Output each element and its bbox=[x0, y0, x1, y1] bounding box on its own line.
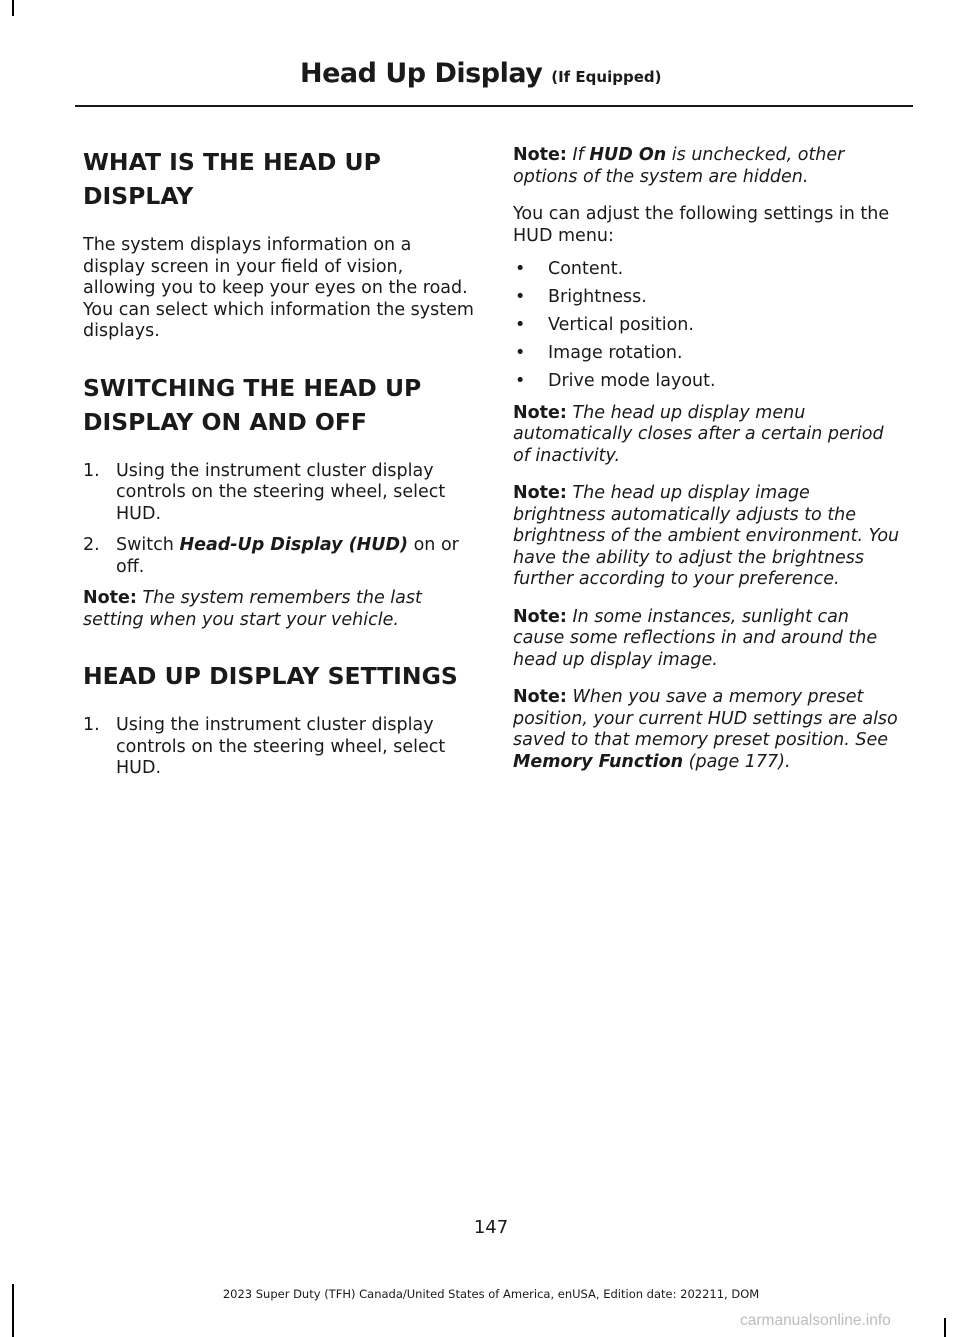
note-sunlight bbox=[513, 607, 905, 672]
note-text: In some instances, sunlight can cause some reflections in and around the head up display image. bbox=[513, 606, 878, 670]
note-label: Note: bbox=[513, 145, 567, 165]
list-item-text: Vertical position. bbox=[548, 315, 694, 335]
step-text: Using the instrument cluster display controls on the steering wheel, select HUD. bbox=[116, 460, 446, 524]
step-text-pre: Switch bbox=[116, 535, 174, 555]
crop-mark-top-left bbox=[12, 0, 14, 16]
note-label: Note: bbox=[513, 483, 567, 503]
bullet-icon: • bbox=[515, 259, 526, 279]
list-item-text: Content. bbox=[548, 259, 624, 279]
list-item bbox=[513, 315, 905, 337]
step-emphasis: Head-Up Display (HUD) bbox=[179, 535, 408, 555]
step-item bbox=[83, 535, 475, 578]
note-label: Note: bbox=[83, 588, 137, 608]
step-text: Using the instrument cluster display controls on the steering wheel, select HUD. bbox=[116, 715, 446, 778]
bullet-icon: • bbox=[515, 371, 526, 391]
paragraph-intro: The system displays information on a display screen in your field of vision, allowing you to keep your eyes on the road. You can select which information the system displays. bbox=[83, 235, 474, 341]
step-number: 1. bbox=[83, 715, 100, 735]
bullet-icon: • bbox=[515, 343, 526, 363]
section-heading-what-is: WHAT IS THE HEAD UP DISPLAY bbox=[83, 148, 381, 210]
footer-text: 2023 Super Duty (TFH) Canada/United States of America, enUSA, Edition date: 202211, DOM bbox=[222, 1287, 760, 1301]
step-text-post: on or off. bbox=[116, 535, 459, 577]
paragraph-settings-intro: You can adjust the following settings in the HUD menu: bbox=[513, 204, 890, 246]
note-label: Note: bbox=[513, 687, 567, 707]
note-text: The system remembers the last setting when you start your vehicle. bbox=[83, 588, 422, 630]
page-number: 147 bbox=[473, 1217, 509, 1238]
steps-switching bbox=[83, 461, 475, 579]
page-reference: (page 177). bbox=[688, 751, 791, 772]
crop-mark-bottom-right bbox=[944, 1318, 946, 1337]
note-emphasis: HUD On bbox=[589, 145, 667, 165]
left-column bbox=[83, 145, 475, 790]
list-item-text: Drive mode layout. bbox=[548, 371, 716, 391]
step-item bbox=[83, 715, 475, 780]
section-heading-settings: HEAD UP DISPLAY SETTINGS bbox=[83, 662, 458, 690]
note-label: Note: bbox=[513, 606, 567, 627]
right-column bbox=[513, 145, 905, 789]
note-label: Note: bbox=[513, 402, 567, 423]
note-text: The head up display image brightness automatically adjusts to the brightness of the ambient environment. You have the ability to adjust the brightness further according to your preference. bbox=[513, 483, 900, 589]
list-item bbox=[513, 371, 905, 393]
steps-settings bbox=[83, 715, 475, 780]
note-brightness bbox=[513, 483, 905, 591]
list-item bbox=[513, 259, 905, 281]
step-item bbox=[83, 461, 475, 526]
watermark: carmanualsonline.info bbox=[740, 1312, 891, 1329]
list-item-text: Image rotation. bbox=[548, 343, 683, 363]
step-number: 2. bbox=[83, 535, 100, 555]
settings-list bbox=[513, 259, 905, 393]
list-item bbox=[513, 287, 905, 309]
memory-function-link[interactable]: Memory Function bbox=[513, 751, 684, 772]
note-remembers bbox=[83, 588, 475, 631]
header-title: Head Up Display bbox=[300, 58, 543, 89]
note-memory bbox=[513, 687, 905, 773]
list-item-text: Brightness. bbox=[548, 287, 647, 307]
step-number: 1. bbox=[83, 460, 100, 481]
running-header bbox=[300, 58, 900, 89]
note-menu-closes bbox=[513, 403, 905, 468]
bullet-icon: • bbox=[515, 287, 526, 307]
section-heading-switching: SWITCHING THE HEAD UP DISPLAY ON AND OFF bbox=[83, 373, 422, 436]
note-text: When you save a memory preset position, your current HUD settings are also saved to that memory preset position. See bbox=[513, 687, 898, 750]
header-subtitle: (If Equipped) bbox=[551, 68, 662, 86]
bullet-icon: • bbox=[515, 315, 526, 335]
note-text-post: is unchecked, other options of the system are hidden. bbox=[513, 145, 845, 187]
note-text: The head up display menu automatically closes after a certain period of inactivity. bbox=[513, 402, 884, 466]
note-text-pre: If bbox=[572, 145, 584, 165]
header-rule bbox=[75, 105, 913, 107]
list-item bbox=[513, 343, 905, 365]
note-hud-on bbox=[513, 145, 905, 188]
